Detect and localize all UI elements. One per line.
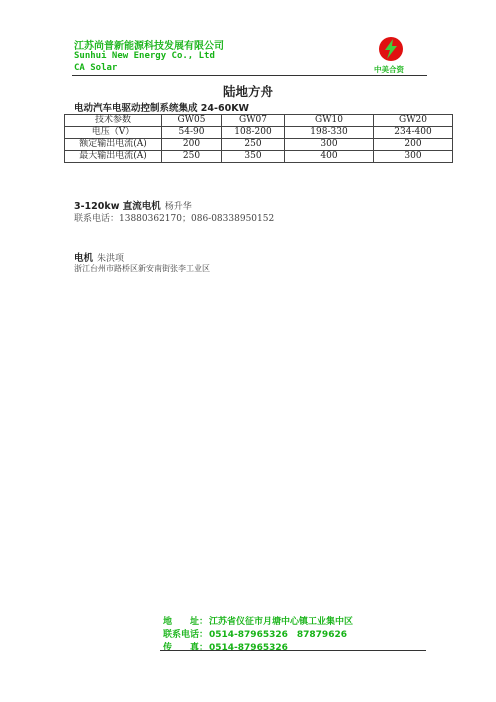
spec-table <box>64 114 453 163</box>
table-cell: 300 <box>374 151 453 163</box>
table-cell: 54-90 <box>162 127 222 139</box>
contact-person: 杨升华 <box>164 202 192 212</box>
table-cell: 技术参数 <box>65 115 162 127</box>
page-title: 陆地方舟 <box>222 84 273 99</box>
table-caption: 电动汽车电驱动控制系统集成 24-60KW <box>74 103 250 114</box>
table-cell: 250 <box>162 151 222 163</box>
contact-phone: 联系电话：13880362170；086-08338950152 <box>74 214 275 224</box>
table-cell: 电压（V） <box>65 127 162 139</box>
table-cell: 250 <box>222 139 285 151</box>
table-cell: 108-200 <box>222 127 285 139</box>
table-cell: 额定输出电流(A) <box>65 139 162 151</box>
table-row <box>65 127 453 139</box>
table-cell: GW07 <box>222 115 285 127</box>
table-cell: 234-400 <box>374 127 453 139</box>
footer-phone-value: 0514-87965326 87879626 <box>209 630 347 640</box>
footer-phone <box>163 627 347 640</box>
contact-product: 3-120kw 直流电机 <box>74 201 161 212</box>
table-cell: GW05 <box>162 115 222 127</box>
footer-address-label: 地 址： <box>163 617 209 627</box>
brand-name: CA Solar <box>74 63 118 73</box>
footer-address <box>163 614 353 627</box>
table-row <box>65 151 453 163</box>
table-cell: 198-330 <box>285 127 374 139</box>
footer-divider <box>160 650 426 651</box>
table-row <box>65 115 453 127</box>
footer-fax-value: 0514-87965326 <box>209 643 288 653</box>
footer-fax <box>163 640 288 653</box>
footer-phone-label: 联系电话： <box>163 630 209 640</box>
table-cell: GW10 <box>285 115 374 127</box>
company-name-en: Sunhui New Energy Co., Ltd <box>74 51 215 61</box>
table-cell: 200 <box>162 139 222 151</box>
contact-address: 浙江台州市路桥区新安南街张李工业区 <box>74 264 210 273</box>
table-cell: 最大输出电流(A) <box>65 151 162 163</box>
footer-fax-label: 传 真： <box>163 643 209 653</box>
table-cell: GW20 <box>374 115 453 127</box>
contact-product: 电机 <box>74 253 94 264</box>
footer-address-value: 江苏省仪征市月塘中心镇工业集中区 <box>209 617 354 627</box>
contact-heading <box>74 198 192 212</box>
table-cell: 350 <box>222 151 285 163</box>
logo-caption: 中美合资 <box>374 65 404 74</box>
table-cell: 200 <box>374 139 453 151</box>
contact-heading <box>74 250 124 264</box>
lightning-bolt-icon <box>378 36 404 62</box>
company-name-cn: 江苏尚普新能源科技发展有限公司 <box>74 41 224 52</box>
contact-person: 朱洪项 <box>97 254 125 264</box>
header-divider <box>72 75 427 76</box>
table-cell: 300 <box>285 139 374 151</box>
table-cell: 400 <box>285 151 374 163</box>
table-row <box>65 139 453 151</box>
